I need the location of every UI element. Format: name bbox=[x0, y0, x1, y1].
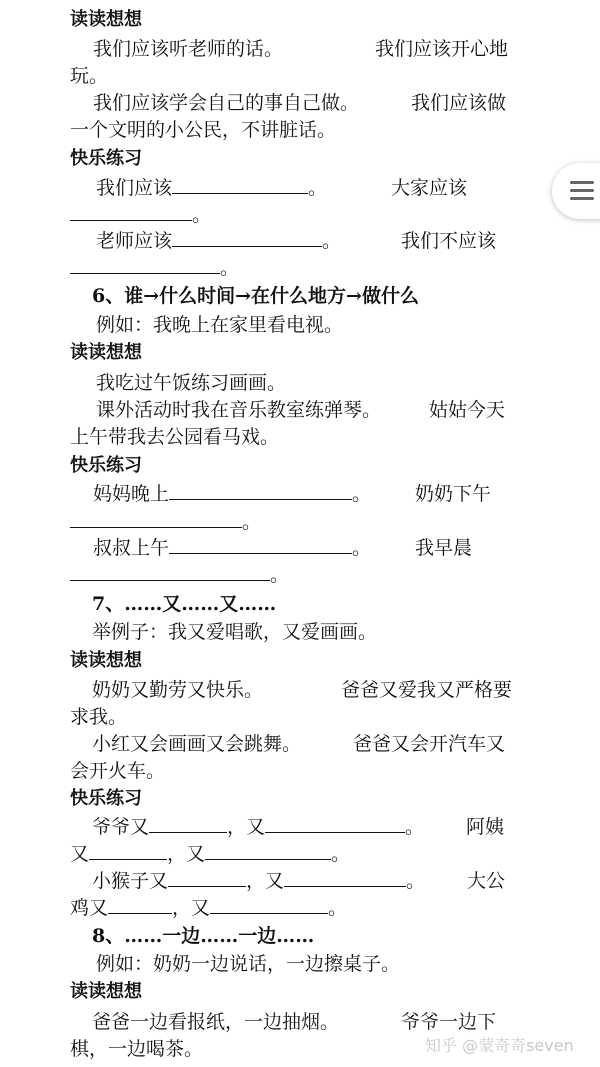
read-think-heading: 读读想想 bbox=[70, 342, 142, 363]
prompt-text: 老师应该 bbox=[96, 230, 173, 252]
prompt-text: ，又 bbox=[227, 816, 266, 838]
prompt-text: 鸡又 bbox=[70, 897, 109, 919]
practice-line bbox=[93, 481, 491, 507]
punctuation: 。 bbox=[270, 564, 290, 586]
punctuation: 。 bbox=[352, 483, 372, 505]
punctuation: 。 bbox=[322, 230, 342, 252]
practice-line bbox=[96, 228, 496, 254]
prompt-text: 阿姨 bbox=[466, 816, 505, 838]
prompt-text: 又 bbox=[70, 843, 90, 865]
sentence bbox=[92, 1009, 496, 1035]
read-think-heading: 读读想想 bbox=[70, 9, 142, 30]
prompt-text: 大家应该 bbox=[391, 177, 468, 199]
sentence-text: 我们应该做 bbox=[411, 92, 507, 114]
example-sentence: 例如：奶奶一边说话，一边擦桌子。 bbox=[96, 953, 401, 975]
section-title: 8、……一边……一边…… bbox=[92, 925, 315, 947]
prompt-text: ，又 bbox=[167, 843, 206, 865]
sentence-text: 我们应该学会自己的事自己做。 bbox=[93, 92, 360, 114]
sentence-text: 我们应该听老师的话。 bbox=[93, 38, 284, 60]
practice-line-continuation bbox=[70, 255, 239, 281]
example-sentence: 举例子：我又爱唱歌，又爱画画。 bbox=[92, 621, 378, 643]
practice-heading: 快乐练习 bbox=[70, 455, 142, 476]
practice-line bbox=[96, 175, 467, 201]
sentence bbox=[93, 90, 506, 116]
prompt-text: 我早晨 bbox=[415, 537, 473, 559]
watermark: 知乎 @蒙奇奇seven bbox=[425, 1036, 574, 1055]
sentence-continuation: 上午带我去公园看马戏。 bbox=[70, 426, 280, 448]
practice-line-continuation bbox=[70, 895, 347, 921]
fill-blank[interactable] bbox=[89, 841, 167, 860]
sentence-text: 爸爸又爱我又严格要 bbox=[341, 679, 513, 701]
practice-line bbox=[92, 868, 505, 894]
fill-blank[interactable] bbox=[265, 814, 405, 833]
practice-line bbox=[92, 814, 504, 840]
prompt-text: 奶奶下午 bbox=[415, 483, 492, 505]
sentence-continuation: 棋，一边喝茶。 bbox=[70, 1038, 204, 1060]
prompt-text: 叔叔上午 bbox=[93, 537, 170, 559]
punctuation: 。 bbox=[192, 204, 212, 226]
punctuation: 。 bbox=[331, 843, 351, 865]
punctuation: 。 bbox=[308, 177, 328, 199]
fill-blank[interactable] bbox=[168, 868, 246, 887]
practice-line-continuation bbox=[70, 841, 350, 867]
prompt-text: 我们应该 bbox=[96, 177, 173, 199]
sentence bbox=[92, 731, 505, 757]
fill-blank[interactable] bbox=[70, 255, 220, 274]
practice-heading: 快乐练习 bbox=[70, 148, 142, 169]
sentence-text: 爸爸一边看报纸，一边抽烟。 bbox=[92, 1011, 340, 1033]
fill-blank[interactable] bbox=[70, 562, 270, 581]
sentence-text: 我们应该开心地 bbox=[375, 38, 509, 60]
sentence-continuation: 求我。 bbox=[70, 706, 128, 728]
practice-line-continuation bbox=[70, 509, 261, 535]
fill-blank[interactable] bbox=[149, 814, 227, 833]
sentence-text: 爷爷一边下 bbox=[401, 1011, 497, 1033]
sentence-text: 姑姑今天 bbox=[429, 399, 506, 421]
sentence-continuation: 一个文明的小公民，不讲脏话。 bbox=[70, 119, 337, 141]
fill-blank[interactable] bbox=[70, 509, 242, 528]
prompt-text: 我们不应该 bbox=[401, 230, 497, 252]
punctuation: 。 bbox=[328, 897, 348, 919]
sentence: 我吃过午饭练习画画。 bbox=[96, 372, 287, 394]
punctuation: 。 bbox=[242, 511, 262, 533]
sentence-continuation: 玩。 bbox=[70, 65, 109, 87]
hamburger-menu-button[interactable] bbox=[552, 163, 600, 219]
punctuation: 。 bbox=[220, 257, 240, 279]
practice-line bbox=[93, 535, 472, 561]
sentence-continuation: 会开火车。 bbox=[70, 760, 166, 782]
fill-blank[interactable] bbox=[172, 175, 308, 194]
prompt-text: 爷爷又 bbox=[92, 816, 150, 838]
fill-blank[interactable] bbox=[108, 895, 172, 914]
example-sentence: 例如：我晚上在家里看电视。 bbox=[96, 314, 344, 336]
punctuation: 。 bbox=[352, 537, 372, 559]
punctuation: 。 bbox=[405, 816, 425, 838]
practice-line-continuation bbox=[70, 202, 211, 228]
punctuation: 。 bbox=[406, 870, 426, 892]
section-title: 6、谁→什么时间→在什么地方→做什么 bbox=[92, 285, 419, 307]
fill-blank[interactable] bbox=[210, 895, 328, 914]
prompt-text: ，又 bbox=[172, 897, 211, 919]
practice-line-continuation bbox=[70, 562, 289, 588]
prompt-text: 小猴子又 bbox=[92, 870, 169, 892]
practice-heading: 快乐练习 bbox=[70, 788, 142, 809]
sentence-text: 小红又会画画又会跳舞。 bbox=[92, 733, 302, 755]
sentence bbox=[96, 397, 505, 423]
fill-blank[interactable] bbox=[172, 228, 322, 247]
sentence bbox=[92, 677, 512, 703]
prompt-text: 妈妈晚上 bbox=[93, 483, 170, 505]
sentence bbox=[93, 36, 508, 62]
sentence-text: 课外活动时我在音乐教室练弹琴。 bbox=[96, 399, 382, 421]
fill-blank[interactable] bbox=[284, 868, 406, 887]
prompt-text: ，又 bbox=[246, 870, 285, 892]
sentence-text: 爸爸又会开汽车又 bbox=[353, 733, 506, 755]
sentence-text: 奶奶又勤劳又快乐。 bbox=[92, 679, 264, 701]
read-think-heading: 读读想想 bbox=[70, 650, 142, 671]
prompt-text: 大公 bbox=[467, 870, 506, 892]
fill-blank[interactable] bbox=[70, 202, 192, 221]
fill-blank[interactable] bbox=[169, 535, 352, 554]
read-think-heading: 读读想想 bbox=[70, 981, 142, 1002]
section-title: 7、……又……又…… bbox=[92, 593, 277, 615]
fill-blank[interactable] bbox=[169, 481, 352, 500]
fill-blank[interactable] bbox=[205, 841, 331, 860]
